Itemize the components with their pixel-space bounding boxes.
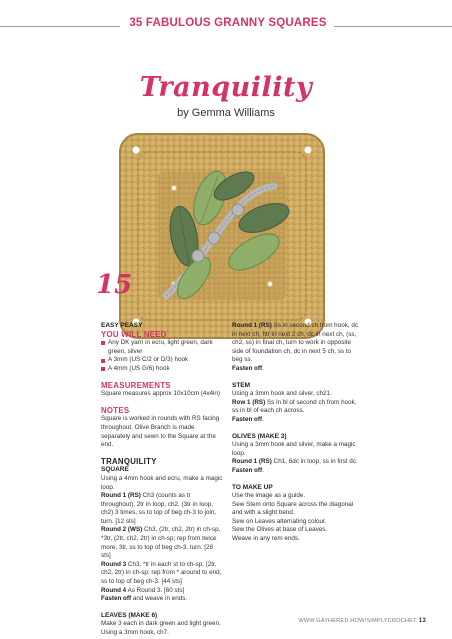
- square-fasten-off: [101, 595, 223, 604]
- round-label: Round 1 (RS): [232, 458, 272, 466]
- make-up-line: Sew Stem onto Square across the diagonal and with a slight bend.: [232, 500, 354, 517]
- olives-intro: Using a 3mm hook and silver, make a magic loop.: [232, 441, 356, 457]
- stem-row-1: [232, 399, 360, 416]
- supply-item: A 3mm (US C/2 or D/3) hook: [101, 356, 223, 365]
- fasten-text: and weave in ends.: [131, 595, 188, 603]
- make-up-line: Sew on Leaves alternating colour.: [232, 517, 327, 525]
- supply-item: A 4mm (US G/6) hook: [101, 365, 223, 374]
- square-round-3: [101, 561, 223, 587]
- round-text: Ch3 (counts as tr throughout), 2tr in loop, ch2, (3tr in loop, ch2) 3 times, ss to top of beg ch-3 to join, turn. [12 sts]: [101, 492, 217, 525]
- left-column: [101, 322, 223, 638]
- tranquility-heading: TRANQUILITY: [101, 456, 157, 466]
- you-will-need-heading: YOU WILL NEED: [101, 329, 167, 339]
- round-text: Ch1, 6dc in loop, ss in first dc.: [271, 458, 358, 466]
- round-label: Round 1 (RS): [232, 322, 272, 329]
- olives-round-1: [232, 458, 360, 467]
- page-header: [0, 14, 452, 38]
- square-round-2: [101, 526, 223, 560]
- row-text: Ss in bl of second ch from hook, ss in bl of each ch across.: [232, 398, 357, 415]
- notes-heading: NOTES: [101, 405, 130, 415]
- page-number: 13: [418, 617, 426, 624]
- round-text: Ch3, (2tr, ch2, 2tr) in ch-sp, *3tr, (2tr, ch2, 2tr) in ch-sp; rep from twice more, 3tr, ss to top of beg ch-3, turn. [28 sts]: [101, 526, 221, 560]
- round-label: Round 2 (WS): [101, 526, 143, 534]
- square-subheading: SQUARE: [101, 466, 129, 474]
- leaves-heading: LEAVES (MAKE 6): [101, 611, 158, 619]
- make-up-line: Use the image as a guide.: [232, 492, 306, 500]
- leaves-round-1: [232, 322, 360, 365]
- leaves-fasten-off: Fasten off: [232, 364, 263, 372]
- square-intro: Using a 4mm hook and ecru, make a magic loop.: [101, 474, 223, 491]
- right-column: Round 1 (RS) Ss in second ch from hook, dc in next ch, htr in next 2 ch, dc in next ch, (ss, ch2, ss) in final ch, turn to work in opposite side of foundation ch, dc in next 5 ch, ss to beg ss. Fasten off. STEM Using a 3mm hook and silver, ch21. Row 1 (RS) Ss in bl of second ch from hook, ss in bl of each ch across. Fasten off. OLIVES (MAKE 3) Using a 3mm hook and silver, make a magic loop. Round 1 (RS) Ch1, 6dc in loop, ss in first dc. Fasten off. TO MAKE UP Use the image as a guide. Sew Stem onto Square across the diagonal and with a slight bend. Sew on Leaves alternating colour. Sew the Olives at base of Leaves. Weave in any rem ends.: [232, 322, 358, 543]
- round-text: Ss in second ch from hook, dc in next ch, htr in next 2 ch, dc in next ch, (ss, ch2, ss) in final ch, turn to work in opposite side of foundation ch, dc in next 5 ch, ss to beg ss.: [232, 322, 358, 364]
- pattern-number: 15: [96, 270, 133, 300]
- stem-fasten-off: Fasten off: [232, 415, 263, 423]
- measurements-text: Square measures approx 10x10cm (4x4in): [101, 390, 221, 398]
- stem-heading: STEM: [232, 381, 251, 389]
- row-label: Row 1 (RS): [232, 398, 266, 406]
- square-round-4: [101, 587, 223, 596]
- magazine-url[interactable]: WWW.GATHERED.HOW/SIMPLYCROCHET: [298, 618, 417, 624]
- round-text: As Round 3. [60 sts]: [126, 586, 185, 594]
- round-label: Round 1 (RS): [101, 492, 141, 500]
- header-rule-left: [0, 26, 120, 27]
- skill-level: EASY PEASY: [101, 322, 143, 329]
- make-up-line: Weave in any rem ends.: [232, 535, 300, 543]
- page-footer: [298, 617, 426, 624]
- round-text: Ch3, *tr in each st to ch-sp, (2tr, ch2, 2tr) in ch-sp; rep from * around to end, ss to top of beg ch-3. [44 sts]: [101, 560, 222, 586]
- granny-square-photo: [114, 128, 330, 344]
- make-up-line: Sew the Olives at base of Leaves.: [232, 526, 328, 534]
- pattern-title: Tranquility: [139, 72, 313, 103]
- supply-item: Any DK yarn in ecru, light green, dark green, silver: [101, 339, 223, 356]
- square-round-1: [101, 492, 223, 526]
- round-label: Round 4: [101, 586, 127, 594]
- olives-heading: OLIVES (MAKE 3): [232, 432, 287, 440]
- make-up-heading: TO MAKE UP: [232, 483, 273, 491]
- olives-fasten-off: Fasten off: [232, 466, 263, 474]
- stem-intro: Using a 3mm hook and silver, ch21.: [232, 390, 332, 398]
- measurements-heading: MEASUREMENTS: [101, 380, 171, 390]
- fasten-label: Fasten off: [101, 595, 132, 603]
- series-title: 35 FABULOUS GRANNY SQUARES: [129, 17, 327, 29]
- designer-byline: by Gemma Williams: [177, 107, 275, 119]
- notes-text: Square is worked in rounds with RS facing throughout. Olive Branch is made separately and sewn to the Square at the end.: [101, 415, 220, 449]
- leaves-intro: Make 3 each in dark green and light green. Using a 3mm hook, ch7.: [101, 620, 221, 636]
- header-rule-right: [334, 26, 452, 27]
- round-label: Round 3: [101, 560, 127, 568]
